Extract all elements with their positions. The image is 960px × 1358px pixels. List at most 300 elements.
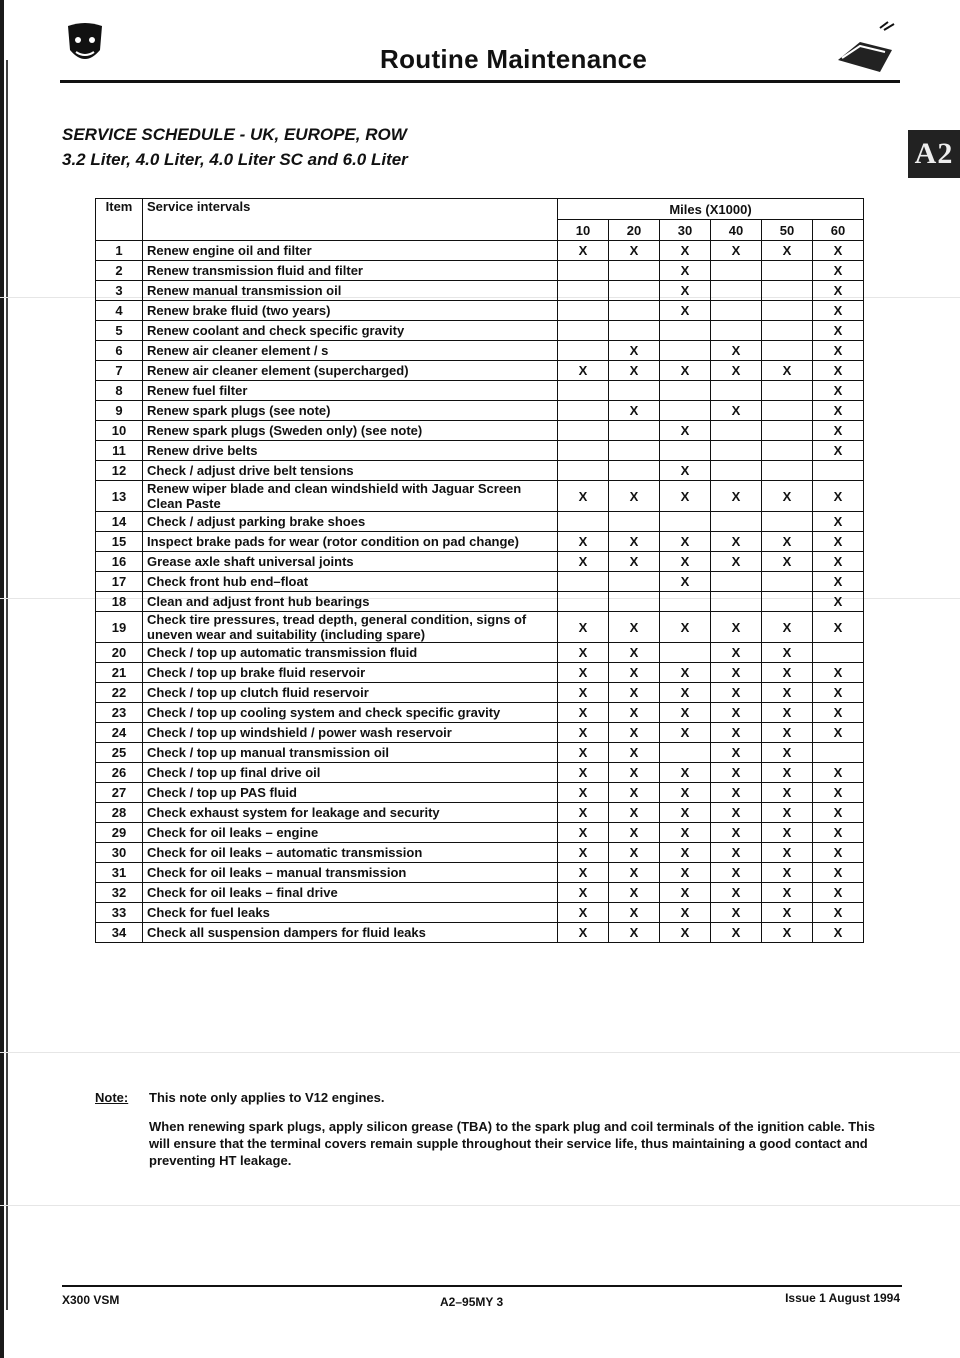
item-number: 14 [96,512,143,532]
interval-mark [711,301,762,321]
interval-mark: X [660,703,711,723]
interval-mark: X [813,612,864,643]
interval-mark: X [660,663,711,683]
interval-mark [558,461,609,481]
interval-mark [660,592,711,612]
note-line-2: When renewing spark plugs, apply silicon grease (TBA) to the spark plug and coil terminals of the ignition cable. This will ensure that the terminal covers remain supple throughout their service life, thus maintaining a good contact and preventing HT leakage. [149,1119,875,1168]
footer-left: X300 VSM [62,1293,120,1307]
interval-mark: X [762,883,813,903]
item-number: 2 [96,261,143,281]
interval-mark: X [813,863,864,883]
table-row [96,903,864,923]
service-description: Check / top up windshield / power wash reservoir [143,723,558,743]
interval-mark: X [813,441,864,461]
service-description: Check / top up manual transmission oil [143,743,558,763]
interval-mark: X [558,763,609,783]
interval-mark: X [711,763,762,783]
table-row [96,823,864,843]
interval-mark [558,301,609,321]
item-number: 6 [96,341,143,361]
interval-mark: X [762,663,813,683]
interval-mark [558,321,609,341]
interval-mark [762,421,813,441]
item-number: 30 [96,843,143,863]
service-description: Renew manual transmission oil [143,281,558,301]
table-row [96,663,864,683]
interval-mark [660,743,711,763]
table-row [96,783,864,803]
interval-mark: X [660,783,711,803]
interval-mark [762,401,813,421]
table-row [96,803,864,823]
interval-mark: X [609,843,660,863]
interval-mark: X [558,843,609,863]
interval-mark: X [813,883,864,903]
interval-mark: X [813,663,864,683]
interval-mark: X [609,241,660,261]
interval-mark: X [711,481,762,512]
interval-mark [711,441,762,461]
footer-page-number: A2–95MY 3 [440,1295,504,1309]
interval-mark [711,572,762,592]
interval-mark: X [558,923,609,943]
interval-mark [660,341,711,361]
interval-mark: X [711,843,762,863]
service-description: Check for oil leaks – manual transmission [143,863,558,883]
table-row [96,763,864,783]
interval-mark: X [609,903,660,923]
item-number: 31 [96,863,143,883]
item-number: 13 [96,481,143,512]
interval-mark: X [558,683,609,703]
service-description: Renew spark plugs (Sweden only) (see note) [143,421,558,441]
service-description: Grease axle shaft universal joints [143,552,558,572]
interval-mark: X [813,763,864,783]
interval-mark: X [660,421,711,441]
item-number: 33 [96,903,143,923]
table-row [96,321,864,341]
table-row [96,592,864,612]
service-description: Renew brake fluid (two years) [143,301,558,321]
item-number: 22 [96,683,143,703]
service-schedule-table [95,198,864,943]
interval-mark [609,301,660,321]
item-number: 23 [96,703,143,723]
section-tab[interactable]: A2 [908,130,960,178]
footer-rule [62,1285,902,1287]
interval-mark: X [813,341,864,361]
item-number: 34 [96,923,143,943]
item-number: 20 [96,643,143,663]
service-description: Check / top up PAS fluid [143,783,558,803]
service-description: Check exhaust system for leakage and security [143,803,558,823]
service-description: Check / top up clutch fluid reservoir [143,683,558,703]
interval-mark: X [813,552,864,572]
interval-mark: X [813,381,864,401]
interval-mark [762,321,813,341]
table-row [96,703,864,723]
interval-mark: X [762,743,813,763]
table-row [96,843,864,863]
table-row [96,281,864,301]
table-row [96,301,864,321]
service-description: Check / top up cooling system and check specific gravity [143,703,558,723]
interval-mark: X [711,401,762,421]
table-row [96,612,864,643]
service-description: Check / top up automatic transmission fluid [143,643,558,663]
interval-mark: X [558,552,609,572]
interval-mark [762,461,813,481]
interval-mark: X [813,703,864,723]
table-row [96,421,864,441]
interval-mark: X [660,843,711,863]
interval-mark: X [813,401,864,421]
scan-line [0,1052,960,1053]
interval-mark: X [813,783,864,803]
table-row [96,552,864,572]
interval-mark: X [762,612,813,643]
interval-mark [609,261,660,281]
interval-mark: X [813,843,864,863]
service-description: Renew wiper blade and clean windshield with Jaguar Screen Clean Paste [143,481,558,512]
service-description: Renew transmission fluid and filter [143,261,558,281]
interval-mark [660,441,711,461]
interval-mark: X [711,823,762,843]
interval-mark [609,461,660,481]
interval-mark [762,381,813,401]
table-row [96,572,864,592]
col-header-service: Service intervals [143,199,558,241]
schedule-subtitle: 3.2 Liter, 4.0 Liter, 4.0 Liter SC and 6.0 Liter [62,150,408,169]
interval-mark: X [813,532,864,552]
interval-mark [660,643,711,663]
interval-mark: X [660,923,711,943]
interval-mark [609,572,660,592]
interval-mark: X [813,261,864,281]
interval-mark: X [813,421,864,441]
table-row [96,683,864,703]
item-number: 27 [96,783,143,803]
interval-mark: X [762,763,813,783]
interval-mark: X [762,532,813,552]
interval-mark: X [711,683,762,703]
interval-mark [711,261,762,281]
table-row [96,723,864,743]
table-row [96,241,864,261]
table-row [96,863,864,883]
interval-mark [558,592,609,612]
interval-mark: X [660,572,711,592]
item-number: 5 [96,321,143,341]
interval-mark: X [711,743,762,763]
interval-mark [558,341,609,361]
service-description: Renew air cleaner element / s [143,341,558,361]
item-number: 7 [96,361,143,381]
interval-mark: X [558,663,609,683]
interval-mark: X [558,361,609,381]
col-header-item: Item [96,199,143,241]
table-row [96,361,864,381]
interval-mark [609,321,660,341]
left-edge-bar-inner [6,60,8,1310]
interval-mark [660,401,711,421]
service-description: Renew fuel filter [143,381,558,401]
miles-col-60: 60 [813,220,864,241]
service-description: Renew coolant and check specific gravity [143,321,558,341]
interval-mark: X [813,923,864,943]
service-description: Renew engine oil and filter [143,241,558,261]
interval-mark: X [609,643,660,663]
table-row [96,461,864,481]
interval-mark [711,281,762,301]
interval-mark: X [813,683,864,703]
interval-mark [609,512,660,532]
interval-mark: X [609,723,660,743]
interval-mark: X [762,923,813,943]
interval-mark: X [660,532,711,552]
interval-mark: X [762,863,813,883]
item-number: 25 [96,743,143,763]
interval-mark: X [609,532,660,552]
interval-mark [711,512,762,532]
item-number: 17 [96,572,143,592]
interval-mark: X [660,823,711,843]
interval-mark [609,592,660,612]
item-number: 3 [96,281,143,301]
interval-mark [660,321,711,341]
item-number: 1 [96,241,143,261]
interval-mark: X [558,703,609,723]
interval-mark: X [762,723,813,743]
table-row [96,341,864,361]
interval-mark [558,261,609,281]
interval-mark: X [660,552,711,572]
header-rule [60,80,900,83]
interval-mark: X [660,461,711,481]
service-description: Check for oil leaks – automatic transmission [143,843,558,863]
interval-mark: X [660,903,711,923]
interval-mark: X [813,321,864,341]
table-row [96,261,864,281]
interval-mark [762,572,813,592]
page-title: Routine Maintenance [380,44,648,74]
interval-mark: X [813,281,864,301]
interval-mark: X [660,612,711,643]
interval-mark: X [762,643,813,663]
interval-mark: X [813,361,864,381]
item-number: 4 [96,301,143,321]
car-service-icon [830,20,900,80]
footer-issue-date: Issue 1 August 1994 [785,1291,900,1305]
miles-col-20: 20 [609,220,660,241]
interval-mark: X [813,572,864,592]
interval-mark: X [609,823,660,843]
service-description: Clean and adjust front hub bearings [143,592,558,612]
interval-mark: X [660,723,711,743]
interval-mark: X [660,241,711,261]
interval-mark: X [813,241,864,261]
interval-mark: X [660,883,711,903]
interval-mark [813,461,864,481]
interval-mark [762,592,813,612]
interval-mark [558,421,609,441]
table-row [96,643,864,663]
interval-mark: X [813,803,864,823]
interval-mark [558,441,609,461]
table-row [96,381,864,401]
item-number: 8 [96,381,143,401]
interval-mark [711,421,762,441]
interval-mark: X [711,612,762,643]
item-number: 12 [96,461,143,481]
interval-mark [813,743,864,763]
miles-col-10: 10 [558,220,609,241]
item-number: 16 [96,552,143,572]
interval-mark [813,643,864,663]
interval-mark: X [609,481,660,512]
interval-mark: X [762,903,813,923]
interval-mark: X [609,763,660,783]
table-row [96,532,864,552]
interval-mark: X [762,843,813,863]
interval-mark: X [558,723,609,743]
interval-mark: X [711,723,762,743]
interval-mark [660,381,711,401]
service-description: Renew air cleaner element (supercharged) [143,361,558,381]
interval-mark: X [558,823,609,843]
interval-mark: X [558,903,609,923]
interval-mark: X [711,341,762,361]
table-row [96,441,864,461]
miles-col-40: 40 [711,220,762,241]
interval-mark: X [558,481,609,512]
item-number: 10 [96,421,143,441]
interval-mark: X [660,863,711,883]
service-description: Check / top up brake fluid reservoir [143,663,558,683]
interval-mark: X [660,281,711,301]
item-number: 18 [96,592,143,612]
col-header-miles: Miles (X1000) [558,199,864,220]
item-number: 26 [96,763,143,783]
interval-mark: X [609,552,660,572]
item-number: 32 [96,883,143,903]
interval-mark: X [660,481,711,512]
interval-mark [609,281,660,301]
item-number: 15 [96,532,143,552]
interval-mark: X [711,803,762,823]
interval-mark: X [558,643,609,663]
scan-line [0,1205,960,1206]
interval-mark [711,321,762,341]
interval-mark: X [711,663,762,683]
interval-mark [558,401,609,421]
interval-mark: X [813,301,864,321]
interval-mark: X [558,241,609,261]
interval-mark: X [813,903,864,923]
service-description: Check tire pressures, tread depth, general condition, signs of uneven wear and suitability (including spare) [143,612,558,643]
interval-mark [558,281,609,301]
interval-mark: X [711,532,762,552]
left-edge-bar [0,0,4,1358]
interval-mark: X [609,663,660,683]
interval-mark: X [813,823,864,843]
table-row [96,923,864,943]
interval-mark: X [660,301,711,321]
interval-mark: X [762,803,813,823]
interval-mark: X [711,903,762,923]
service-description: Check / adjust parking brake shoes [143,512,558,532]
interval-mark: X [762,783,813,803]
service-description: Check for oil leaks – engine [143,823,558,843]
interval-mark [711,461,762,481]
interval-mark: X [711,923,762,943]
interval-mark [558,512,609,532]
interval-mark: X [762,241,813,261]
interval-mark: X [609,401,660,421]
interval-mark: X [609,743,660,763]
service-description: Check for fuel leaks [143,903,558,923]
interval-mark [558,381,609,401]
miles-col-50: 50 [762,220,813,241]
interval-mark: X [609,923,660,943]
service-description: Renew drive belts [143,441,558,461]
table-row [96,401,864,421]
interval-mark: X [609,683,660,703]
service-description: Check front hub end–float [143,572,558,592]
item-number: 21 [96,663,143,683]
interval-mark [711,592,762,612]
interval-mark: X [813,592,864,612]
interval-mark: X [711,361,762,381]
interval-mark: X [711,552,762,572]
interval-mark: X [813,723,864,743]
interval-mark: X [558,883,609,903]
interval-mark: X [609,863,660,883]
interval-mark: X [762,683,813,703]
interval-mark [660,512,711,532]
interval-mark: X [762,552,813,572]
interval-mark [762,281,813,301]
interval-mark: X [609,703,660,723]
interval-mark: X [813,481,864,512]
interval-mark: X [762,823,813,843]
interval-mark [558,572,609,592]
interval-mark: X [558,803,609,823]
interval-mark: X [711,863,762,883]
interval-mark: X [813,512,864,532]
service-description: Renew spark plugs (see note) [143,401,558,421]
jaguar-logo-icon [60,20,110,70]
interval-mark: X [609,341,660,361]
table-row [96,481,864,512]
table-row [96,512,864,532]
interval-mark: X [558,863,609,883]
service-description: Check for oil leaks – final drive [143,883,558,903]
interval-mark: X [711,703,762,723]
table-row [96,743,864,763]
service-description: Check / adjust drive belt tensions [143,461,558,481]
service-description: Inspect brake pads for wear (rotor condition on pad change) [143,532,558,552]
item-number: 19 [96,612,143,643]
interval-mark: X [558,612,609,643]
interval-mark: X [558,532,609,552]
interval-mark: X [762,703,813,723]
interval-mark: X [660,683,711,703]
interval-mark: X [558,783,609,803]
interval-mark: X [762,361,813,381]
interval-mark: X [558,743,609,763]
interval-mark: X [660,361,711,381]
